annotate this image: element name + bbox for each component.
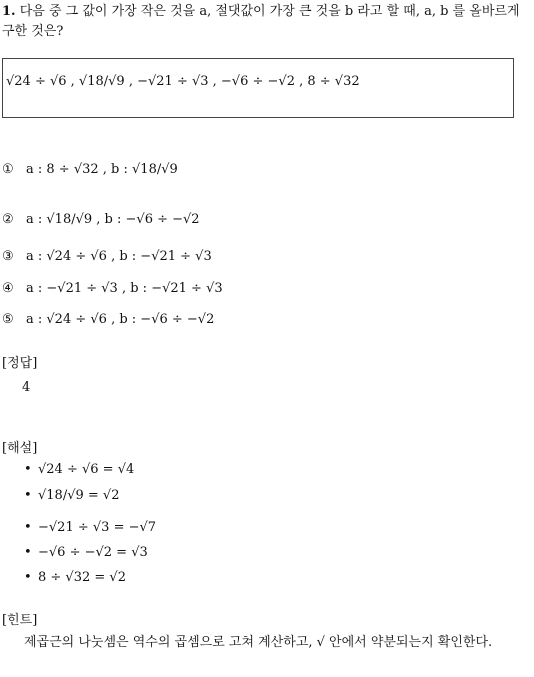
option-4-text: a : −√21 ÷ √3 , b : −√21 ÷ √3 — [26, 281, 223, 296]
option-3-mark: ③ — [2, 249, 14, 264]
explanation-item: • −√6 ÷ −√2 = √3 — [24, 545, 148, 560]
option-2-mark: ② — [2, 212, 14, 227]
option-5-text: a : √24 ÷ √6 , b : −√6 ÷ −√2 — [26, 312, 215, 327]
explanation-item: • √18/√9 = √2 — [24, 488, 120, 503]
explanation-item: • 8 ÷ √32 = √2 — [24, 570, 126, 585]
question-number: 1. — [2, 4, 16, 19]
explanation-list — [24, 0, 324, 677]
expression-list: √24 ÷ √6 , √18/√9 , −√21 ÷ √3 , −√6 ÷ −√2 , 8 ÷ √32 — [6, 74, 360, 89]
hint-label: [힌트] — [2, 613, 38, 628]
answer-label: [정답] — [2, 356, 38, 371]
option-4-mark: ④ — [2, 281, 14, 296]
hint-text: 제곱근의 나눗셈은 역수의 곱셈으로 고쳐 계산하고, √ 안에서 약분되는지 확인한다. — [24, 635, 493, 650]
option-3-text: a : √24 ÷ √6 , b : −√21 ÷ √3 — [26, 249, 212, 264]
option-5-mark: ⑤ — [2, 312, 14, 327]
option-2-text: a : √18/√9 , b : −√6 ÷ −√2 — [26, 212, 200, 227]
question-text: 다음 중 그 값이 가장 작은 것을 a, 절댓값이 가장 큰 것을 b 라고 할 때, a, b 를 올바르게 구한 것은? — [2, 4, 520, 39]
explanation-item: • √24 ÷ √6 = √4 — [24, 462, 135, 477]
explanation-label: [해설] — [2, 441, 38, 456]
explanation-item: • −√21 ÷ √3 = −√7 — [24, 520, 157, 535]
option-1-mark: ① — [2, 162, 14, 177]
answer-value: 4 — [22, 380, 31, 395]
option-1-text: a : 8 ÷ √32 , b : √18/√9 — [26, 162, 178, 177]
